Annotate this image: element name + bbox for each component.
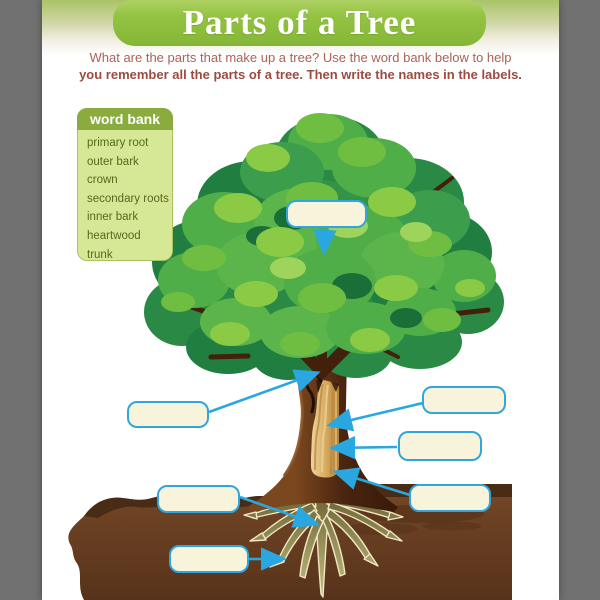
word-bank-item-crown: crown [87,174,118,187]
word-bank [77,108,173,261]
trunk [248,356,398,512]
word-bank-item-primary-root: primary root [87,137,149,149]
upper-left-label-box[interactable] [127,401,209,428]
page-title: Parts of a Tree [182,3,417,42]
upper-right-label-box[interactable] [422,386,506,414]
arrow-mid-right [333,447,397,448]
word-bank-item-outer-bark: outer bark [87,155,139,168]
instructions-line1: What are the parts that make up a tree? Use the word bank below to help [89,50,512,65]
mid-right-label-box[interactable] [398,431,482,461]
title-banner [113,0,486,46]
instructions-line2: you remember all the parts of a tree. Then write the names in the labels. [79,66,522,82]
word-bank-title: word bank [77,108,173,130]
crown-label-box[interactable] [286,200,367,228]
word-bank-item-secondary-roots: secondary roots [87,192,169,205]
lower-left-label-box[interactable] [169,545,249,573]
word-bank-item-trunk: trunk [87,248,113,261]
word-bank-item-inner-bark: inner bark [87,211,139,224]
instructions [42,50,559,83]
mid-left-label-box[interactable] [157,485,240,513]
word-bank-list [78,134,172,264]
lower-right-label-box[interactable] [409,484,491,512]
word-bank-item-heartwood: heartwood [87,229,141,242]
arrow-crown [324,229,325,252]
